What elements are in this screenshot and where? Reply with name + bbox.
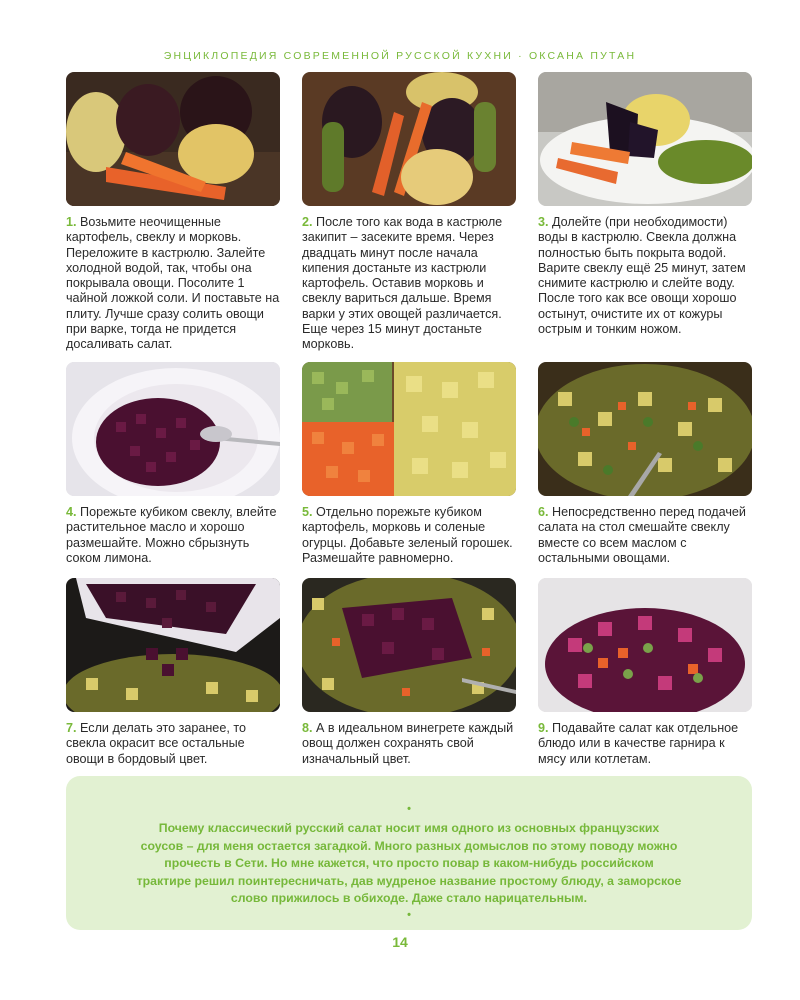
step-number: 2. xyxy=(302,215,313,229)
step-number: 7. xyxy=(66,721,77,735)
photo-mixed-vegetables xyxy=(538,362,752,496)
step-number: 3. xyxy=(538,215,549,229)
photo-diced-vegetables xyxy=(302,362,516,496)
photo-served-salad xyxy=(538,578,752,712)
step-description: Отдельно порежьте кубиком картофель, морковь и соленые огурцы. Добавьте зеленый горошек. Размешайте равномерно. xyxy=(302,505,513,565)
photo-raw-vegetables xyxy=(66,72,280,206)
running-header: ЭНЦИКЛОПЕДИЯ СОВРЕМЕННОЙ РУССКОЙ КУХНИ · ОКСАНА ПУТАН xyxy=(163,50,637,62)
step-number: 5. xyxy=(302,505,313,519)
step-description: А в идеальном винегрете каждый овощ должен сохранять свой изначальный цвет. xyxy=(302,721,514,766)
photo-pouring-beets xyxy=(66,578,280,712)
step-description: Подавайте салат как отдельное блюдо или в качестве гарнира к мясу или котлетам. xyxy=(538,721,739,766)
quote-box xyxy=(66,776,752,930)
step-number: 4. xyxy=(66,505,77,519)
photo-peeled-vegetables xyxy=(538,72,752,206)
step-description: Если делать это заранее, то свекла окрасит все остальные овощи в бордовый цвет. xyxy=(66,721,246,766)
step-text xyxy=(302,721,516,767)
step-description: Долейте (при необходимости) воды в кастрюлю. Свекла должна полностью быть покрыта водой. Варите свеклу ещё 25 минут, затем снимите кастрюлю и слейте воду. После того как все овощи хорошо остынут, очистите их от кожуры острым и тонким ножом. xyxy=(538,215,746,337)
step-number: 8. xyxy=(302,721,313,735)
page-number: 14 xyxy=(392,934,408,950)
step-text xyxy=(302,215,516,353)
step-text xyxy=(66,505,280,566)
steps-grid xyxy=(66,72,752,778)
photo-vinaigrette-in-pan xyxy=(302,578,516,712)
step-text xyxy=(538,505,752,566)
step-8 xyxy=(302,578,516,778)
step-5 xyxy=(302,362,516,578)
step-7 xyxy=(66,578,280,778)
step-text xyxy=(538,215,752,337)
step-text xyxy=(66,721,280,767)
step-9 xyxy=(538,578,752,778)
step-number: 1. xyxy=(66,215,77,229)
step-description: Порежьте кубиком свеклу, влейте растительное масло и хорошо размешайте. Можно сбрызнуть соком лимона. xyxy=(66,505,277,565)
step-2 xyxy=(302,72,516,362)
step-description: Непосредственно перед подачей салата на стол смешайте свеклу вместе со всем маслом с остальными овощами. xyxy=(538,505,746,565)
quote-text: Почему классический русский салат носит имя одного из основных французских соусов – для меня остается загадкой. Много разных домыслов по этому поводу можно прочесть в Сети. Но мне кажется, что просто повар в каком-нибудь российском трактире решил поинтересничать, дав мудреное название простому блюду, а заморское слово прижилось в обиходе. Даже стало нарицательным. xyxy=(136,821,682,906)
step-text xyxy=(66,215,280,353)
photo-boiled-vegetables xyxy=(302,72,516,206)
step-1 xyxy=(66,72,280,362)
step-3 xyxy=(538,72,752,362)
step-description: Возьмите неочищенные картофель, свеклу и морковь. Переложите в кастрюлю. Залейте холодной водой, так, чтобы она покрывала овощи. Посолите 1 чайной ложкой соли. И поставьте на плиту. Лучше сразу солить овощи при варке, тогда не придется досаливать салат. xyxy=(66,215,280,352)
step-4 xyxy=(66,362,280,578)
bullet-icon: • xyxy=(407,803,411,815)
step-text xyxy=(538,721,752,767)
step-description: После того как вода в кастрюле закипит – засеките время. Через двадцать минут после начала кипения достаньте из кастрюли картофель. Оставив морковь и свеклу вариться дальше. Время варки у этих овощей различается. Еще через 15 минут достаньте морковь. xyxy=(302,215,503,352)
step-number: 6. xyxy=(538,505,549,519)
bullet-icon: • xyxy=(407,908,411,921)
step-text xyxy=(302,505,516,566)
photo-diced-beets xyxy=(66,362,280,496)
step-number: 9. xyxy=(538,721,549,735)
step-6 xyxy=(538,362,752,578)
